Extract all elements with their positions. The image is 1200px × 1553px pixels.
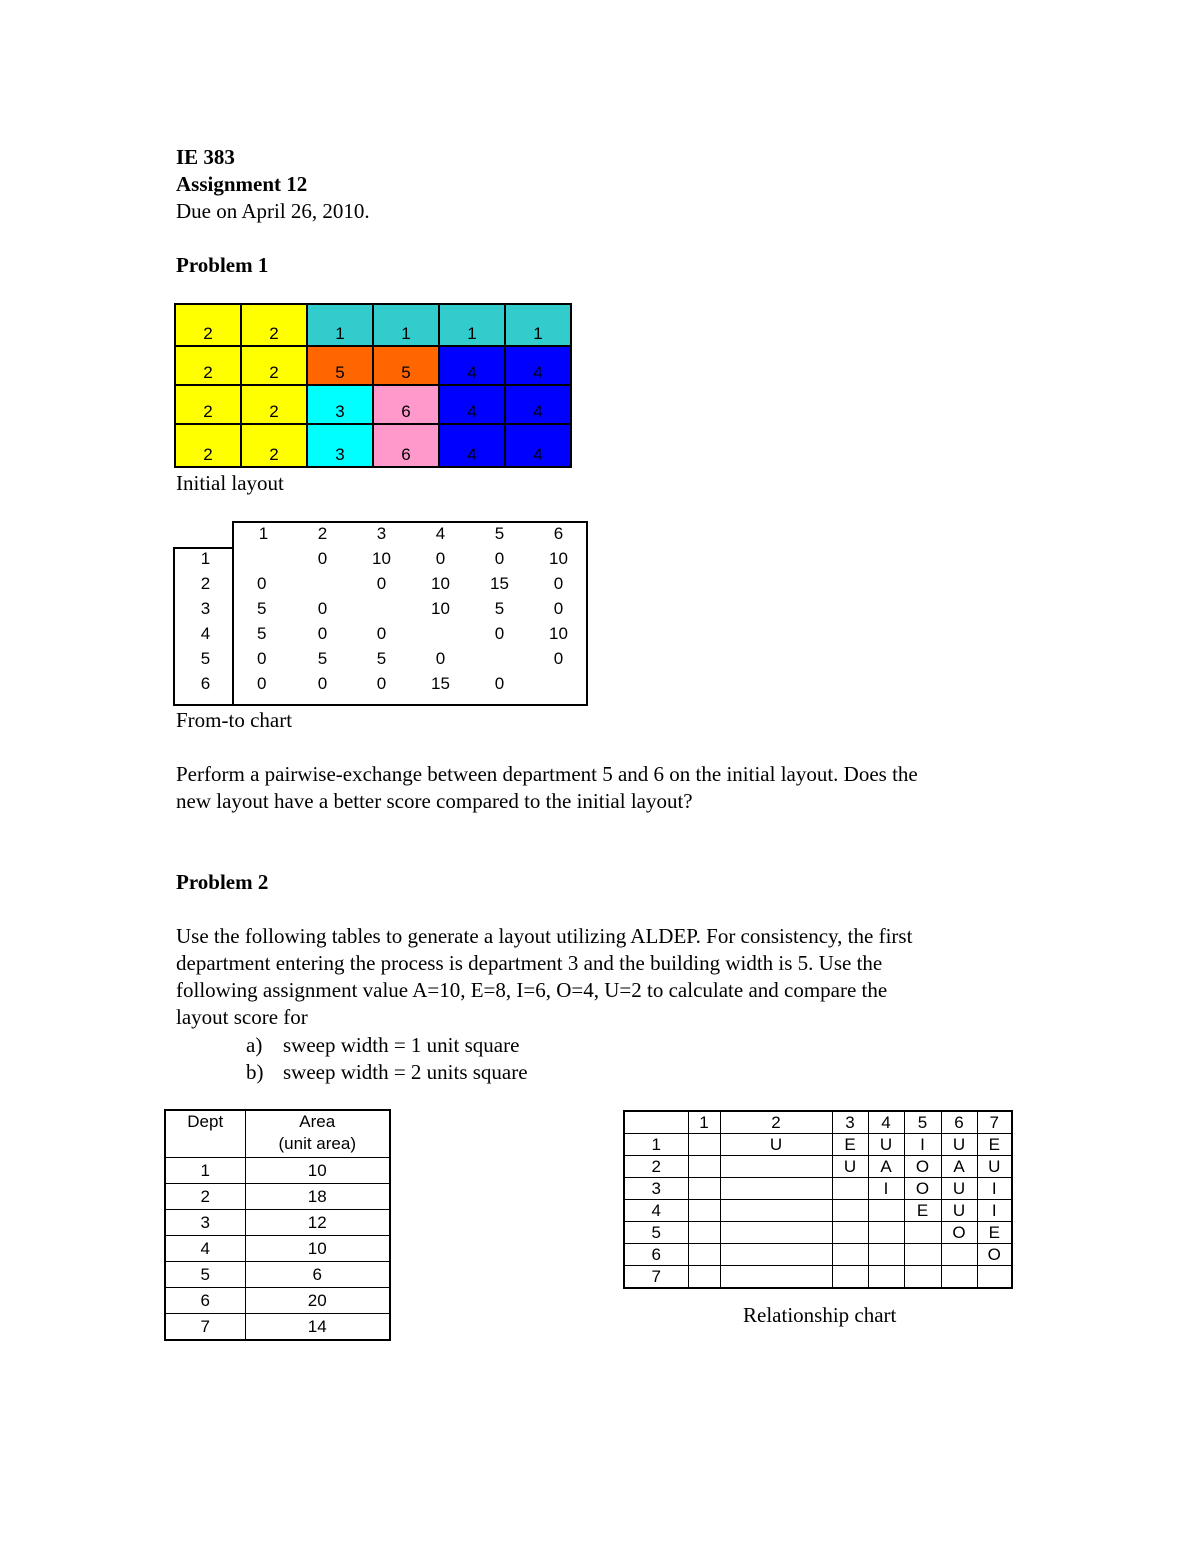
from-to-column-header: 2: [317, 523, 328, 543]
from-to-cell: 0: [257, 673, 267, 693]
relationship-column-header: 5: [904, 1111, 941, 1134]
layout-cell: 4: [440, 347, 506, 386]
layout-cell: 2: [242, 347, 308, 386]
relationship-cell: I: [977, 1178, 1012, 1200]
from-to-row-label: 6: [200, 673, 211, 693]
from-to-cell: 0: [494, 673, 505, 693]
relationship-cell: [720, 1244, 832, 1266]
from-to-row: [173, 621, 588, 646]
relationship-cell: O: [941, 1222, 977, 1244]
problem-2-line-4: layout score for: [176, 1005, 308, 1029]
layout-cell: 2: [242, 305, 308, 347]
relationship-row: [624, 1178, 1012, 1200]
layout-caption: Initial layout: [176, 471, 284, 495]
relationship-corner: [624, 1111, 688, 1134]
relationship-cell: U: [941, 1200, 977, 1222]
from-to-cell: 5: [376, 648, 387, 668]
problem-2-title: Problem 2: [176, 870, 269, 894]
relationship-column-header: 1: [688, 1111, 720, 1134]
dept-area: 12: [245, 1210, 390, 1236]
relationship-cell: I: [868, 1178, 904, 1200]
layout-cell: 1: [440, 305, 506, 347]
problem-1-title: Problem 1: [176, 253, 269, 277]
relationship-row: [624, 1200, 1012, 1222]
from-to-cell: [470, 646, 529, 671]
area-header: [245, 1110, 390, 1158]
relationship-cell: O: [904, 1156, 941, 1178]
relationship-row: [624, 1222, 1012, 1244]
from-to-cell: [352, 596, 411, 621]
relationship-cell: [688, 1200, 720, 1222]
from-to-cell: 0: [376, 573, 387, 593]
dept-row: [165, 1236, 390, 1262]
problem-2-line-2: department entering the process is department 3 and the building width is 5. Use the: [176, 951, 883, 975]
relationship-cell: [904, 1266, 941, 1289]
relationship-cell: U: [868, 1134, 904, 1156]
relationship-cell: [688, 1266, 720, 1289]
from-to-cell: 0: [257, 573, 267, 593]
dept-number: 2: [165, 1184, 245, 1210]
from-to-cell: 10: [549, 623, 568, 643]
problem-2-line-3: following assignment value A=10, E=8, I=6, O=4, U=2 to calculate and compare the: [176, 978, 888, 1002]
relationship-row-label: 2: [624, 1156, 688, 1178]
layout-cell: 4: [506, 425, 570, 466]
layout-cell: 6: [374, 425, 440, 466]
from-to-column-header: 3: [376, 523, 387, 543]
from-to-cell: 0: [376, 673, 387, 693]
relationship-row: [624, 1156, 1012, 1178]
from-to-cell: 0: [435, 648, 446, 668]
dept-header-row: [165, 1110, 390, 1158]
relationship-cell: [941, 1266, 977, 1289]
from-to-cell: 0: [317, 673, 328, 693]
from-to-cell: 10: [431, 573, 450, 593]
from-to-row: [173, 646, 588, 671]
layout-cell: 3: [308, 425, 374, 466]
relationship-row: [624, 1244, 1012, 1266]
from-to-cell: [411, 621, 470, 646]
course-title: IE 383: [176, 145, 235, 169]
relationship-cell: U: [941, 1178, 977, 1200]
dept-area: 14: [245, 1314, 390, 1341]
relationship-cell: [868, 1266, 904, 1289]
relationship-cell: [720, 1266, 832, 1289]
from-to-row: [173, 671, 588, 696]
relationship-row-label: 7: [624, 1266, 688, 1289]
from-to-chart: [173, 521, 588, 706]
layout-cell: 6: [374, 386, 440, 425]
layout-cell: 4: [440, 386, 506, 425]
relationship-cell: E: [977, 1134, 1012, 1156]
from-to-cell: 0: [435, 548, 446, 568]
from-to-row-label: 2: [200, 573, 211, 593]
relationship-cell: A: [868, 1156, 904, 1178]
from-to-column-header: 5: [494, 523, 505, 543]
from-to-table: [173, 521, 588, 696]
layout-cell: 5: [374, 347, 440, 386]
layout-cell: 2: [176, 305, 242, 347]
relationship-row-label: 4: [624, 1200, 688, 1222]
dept-row: [165, 1158, 390, 1184]
from-to-cell: 0: [494, 548, 505, 568]
relationship-cell: [868, 1200, 904, 1222]
relationship-caption: Relationship chart: [743, 1303, 897, 1327]
layout-cell: 3: [308, 386, 374, 425]
from-to-cell: 5: [257, 598, 267, 618]
dept-row: [165, 1210, 390, 1236]
relationship-cell: [720, 1156, 832, 1178]
area-header-line-2: (unit area): [278, 1134, 356, 1153]
relationship-cell: [832, 1222, 868, 1244]
relationship-cell: [977, 1266, 1012, 1289]
relationship-column-header: 3: [832, 1111, 868, 1134]
from-to-cell: 0: [553, 648, 564, 668]
from-to-cell: 0: [376, 623, 387, 643]
relationship-cell: [832, 1266, 868, 1289]
from-to-row-label: 3: [200, 598, 211, 618]
from-to-cell: 15: [431, 673, 450, 693]
from-to-cell: 10: [372, 548, 391, 568]
from-to-cell: 0: [317, 548, 328, 568]
dept-row: [165, 1314, 390, 1341]
relationship-header-row: [624, 1111, 1012, 1134]
from-to-cell: [293, 571, 352, 596]
relationship-cell: [688, 1222, 720, 1244]
from-to-row-label: 1: [200, 548, 211, 568]
dept-area: 10: [245, 1158, 390, 1184]
relationship-cell: [832, 1200, 868, 1222]
layout-cell: 1: [374, 305, 440, 347]
relationship-row-label: 1: [624, 1134, 688, 1156]
relationship-cell: U: [832, 1156, 868, 1178]
item-a-marker: a): [246, 1033, 263, 1057]
dept-area: 20: [245, 1288, 390, 1314]
relationship-cell: U: [941, 1134, 977, 1156]
relationship-cell: E: [904, 1200, 941, 1222]
from-to-row-label: 5: [200, 648, 211, 668]
from-to-cell: 5: [494, 598, 505, 618]
layout-cell: 4: [506, 347, 570, 386]
relationship-cell: [688, 1134, 720, 1156]
item-b-text: sweep width = 2 units square: [283, 1060, 528, 1084]
relationship-cell: E: [832, 1134, 868, 1156]
relationship-row-label: 5: [624, 1222, 688, 1244]
from-to-row-label: 4: [200, 623, 211, 643]
relationship-column-header: 6: [941, 1111, 977, 1134]
layout-cell: 5: [308, 347, 374, 386]
relationship-cell: I: [977, 1200, 1012, 1222]
dept-number: 4: [165, 1236, 245, 1262]
dept-number: 6: [165, 1288, 245, 1314]
assignment-title: Assignment 12: [176, 172, 308, 196]
dept-area-table: [164, 1109, 391, 1341]
question-line-2: new layout have a better score compared to the initial layout?: [176, 789, 693, 813]
from-to-corner: [173, 521, 234, 546]
layout-cell: 4: [506, 386, 570, 425]
due-date: Due on April 26, 2010.: [176, 199, 370, 223]
relationship-column-header: 7: [977, 1111, 1012, 1134]
problem-1-question: [176, 761, 1056, 815]
relationship-cell: O: [977, 1244, 1012, 1266]
dept-area: 10: [245, 1236, 390, 1262]
item-b-marker: b): [246, 1060, 264, 1084]
from-to-cell: 0: [494, 623, 505, 643]
area-header-line-1: Area: [299, 1112, 336, 1131]
relationship-row-label: 3: [624, 1178, 688, 1200]
relationship-cell: I: [904, 1134, 941, 1156]
relationship-cell: U: [977, 1156, 1012, 1178]
initial-layout-grid: [174, 303, 572, 468]
from-to-cell: 0: [317, 623, 328, 643]
from-to-cell: [529, 671, 588, 696]
layout-cell: 1: [506, 305, 570, 347]
relationship-cell: [688, 1178, 720, 1200]
from-to-cell: 5: [317, 648, 328, 668]
dept-area: 6: [245, 1262, 390, 1288]
dept-number: 1: [165, 1158, 245, 1184]
from-to-column-header: 4: [435, 523, 446, 543]
relationship-cell: [720, 1178, 832, 1200]
from-to-column-header: 6: [553, 523, 564, 543]
layout-cell: 2: [242, 386, 308, 425]
from-to-cell: 5: [257, 623, 267, 643]
dept-number: 5: [165, 1262, 245, 1288]
from-to-header-row: [173, 521, 588, 546]
relationship-cell: [868, 1244, 904, 1266]
relationship-cell: [720, 1222, 832, 1244]
layout-cell: 4: [440, 425, 506, 466]
relationship-column-header: 4: [868, 1111, 904, 1134]
from-to-row: [173, 596, 588, 621]
layout-cell: 1: [308, 305, 374, 347]
relationship-cell: [832, 1178, 868, 1200]
dept-number: 7: [165, 1314, 245, 1341]
problem-2-line-1: Use the following tables to generate a layout utilizing ALDEP. For consistency, the first: [176, 924, 913, 948]
item-a-text: sweep width = 1 unit square: [283, 1033, 520, 1057]
relationship-cell: [904, 1244, 941, 1266]
from-to-cell: 0: [553, 573, 564, 593]
dept-number: 3: [165, 1210, 245, 1236]
from-to-cell: 0: [257, 648, 267, 668]
from-to-cell: 10: [431, 598, 450, 618]
relationship-cell: [688, 1244, 720, 1266]
relationship-chart: [623, 1110, 1013, 1289]
dept-row: [165, 1288, 390, 1314]
from-to-cell: [234, 546, 293, 571]
dept-area: 18: [245, 1184, 390, 1210]
from-to-row: [173, 546, 588, 571]
relationship-column-header: 2: [720, 1111, 832, 1134]
from-to-caption: From-to chart: [176, 708, 293, 732]
problem-2-text: [176, 923, 1056, 1031]
relationship-cell: A: [941, 1156, 977, 1178]
layout-cell: 2: [176, 347, 242, 386]
relationship-cell: U: [720, 1134, 832, 1156]
dept-row: [165, 1262, 390, 1288]
from-to-cell: 0: [553, 598, 564, 618]
relationship-cell: [941, 1244, 977, 1266]
from-to-cell: 10: [549, 548, 568, 568]
layout-cell: 2: [242, 425, 308, 466]
relationship-cell: [904, 1222, 941, 1244]
layout-cell: 2: [176, 425, 242, 466]
question-line-1: Perform a pairwise-exchange between department 5 and 6 on the initial layout. Does the: [176, 762, 918, 786]
relationship-cell: [868, 1222, 904, 1244]
dept-row: [165, 1184, 390, 1210]
from-to-row: [173, 571, 588, 596]
relationship-cell: O: [904, 1178, 941, 1200]
relationship-row-label: 6: [624, 1244, 688, 1266]
relationship-cell: [688, 1156, 720, 1178]
relationship-row: [624, 1266, 1012, 1289]
from-to-cell: 0: [317, 598, 328, 618]
relationship-cell: [720, 1200, 832, 1222]
layout-cell: 2: [176, 386, 242, 425]
relationship-row: [624, 1134, 1012, 1156]
relationship-cell: [832, 1244, 868, 1266]
relationship-cell: E: [977, 1222, 1012, 1244]
from-to-cell: 15: [490, 573, 509, 593]
from-to-column-header: 1: [258, 523, 269, 543]
dept-header: Dept: [165, 1110, 245, 1158]
